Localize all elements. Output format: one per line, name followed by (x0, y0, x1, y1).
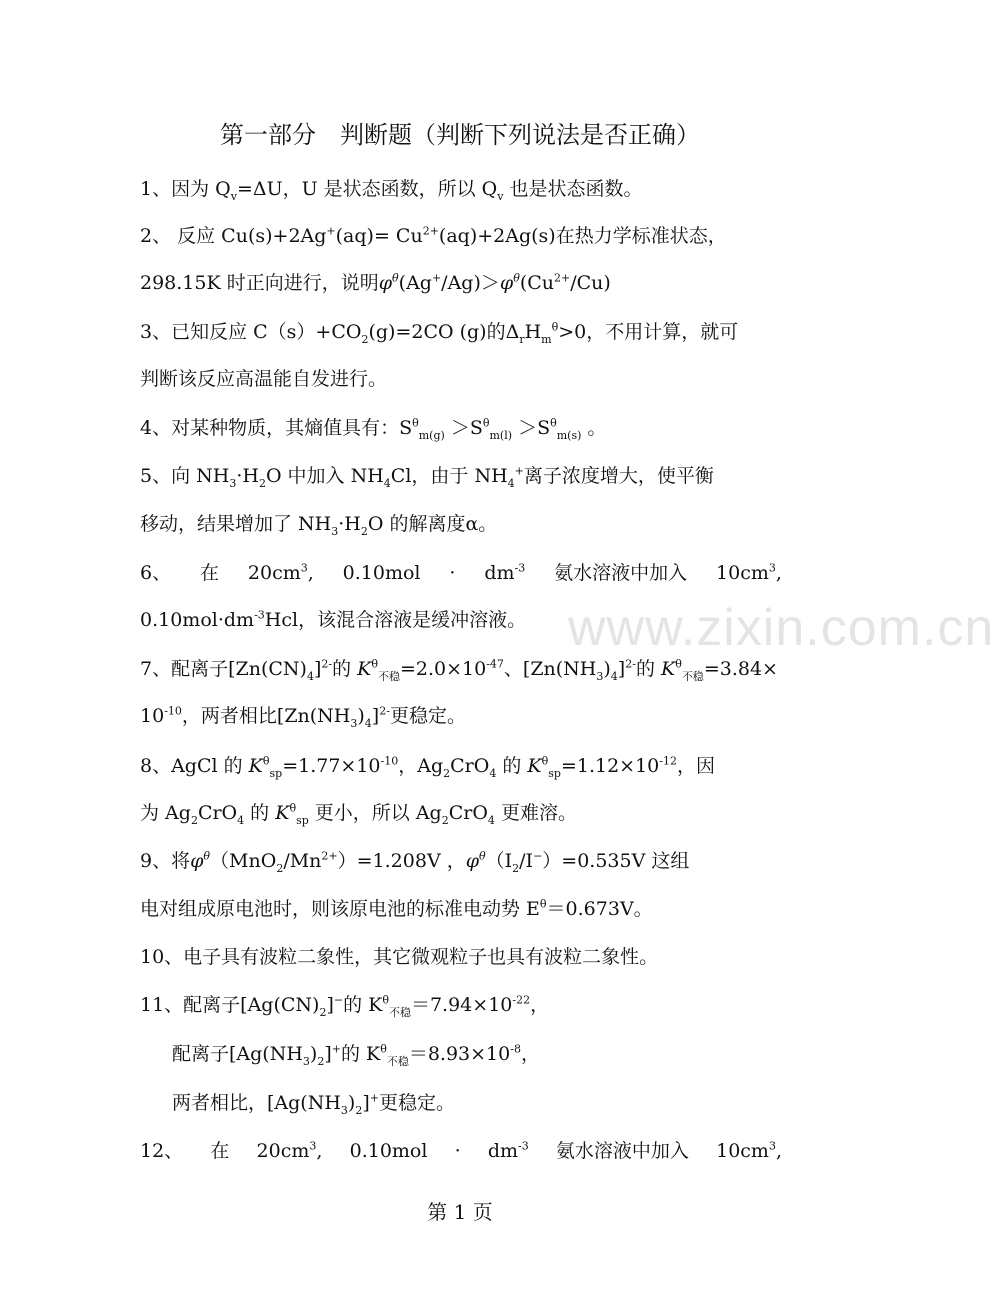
question-11-line-1: 11、配离子$[Ag(CN)_2]^-$的 $K^\theta_{不稳}=7.94\times 10^{-22}$， (140, 993, 550, 1019)
question-6-line-1: 6、 在 $20cm^3$, 0.10mol · $dm^{-3}$ 氨水溶液中加入 $10cm^3$, (140, 561, 782, 584)
question-7-line-1: 7、配离子$[Zn(CN)_4]^{2-}$的 $K^\theta_{不稳}=2.0\times 10^{-47}$、$[Zn(NH_3)_4]^{2-}$的 $K^\theta_{不稳}=3.84\times$ (140, 657, 778, 683)
question-1: 1、因为 $Q_v=\Delta U$，U 是状态函数，所以 $Q_v$ 也是状态函数。 (140, 178, 643, 203)
question-9-line-1: 9、将$\varphi^\theta(MnO_2/Mn^{2+})=1.208V$ ，$\varphi^\theta(I_2/I^-)=0.535V$ 这组 (140, 849, 690, 875)
question-8-line-2: 为 $Ag_2CrO_4$ 的 $K^\theta_{sp}$ 更小，所以 $Ag_2CrO_4$ 更难溶。 (140, 801, 577, 827)
question-8-line-1: 8、AgCl 的 $K^\theta_{sp}=1.77\times 10^{-10}$，$Ag_2CrO_4$ 的 $K^\theta_{sp}=1.12\times 10^{-12}$，因 (140, 754, 715, 780)
page-number: 第 1 页 (427, 1200, 493, 1224)
question-2-line-2: 298.15K 时正向进行，说明$\varphi^\theta(Ag^+/Ag)>\varphi^\theta(Cu^{2+}/Cu)$ (140, 271, 611, 294)
question-9-line-2: 电对组成原电池时，则该原电池的标准电动势 $E^\theta=0.673V$。 (140, 897, 653, 920)
question-6-line-2: $0.10mol\cdot dm^{-3}Hcl$，该混合溶液是缓冲溶液。 (140, 608, 527, 631)
question-12-line-1: 12、 在 $20cm^3$, 0.10mol · $dm^{-3}$ 氨水溶液中加入 $10cm^3$, (140, 1139, 782, 1162)
question-2-line-1: 2、 反应 $Cu(s)+2Ag^+(aq)= Cu^{2+}(aq)+2Ag(s)$在热力学标准状态， (140, 224, 727, 247)
question-10: 10、电子具有波粒二象性，其它微观粒子也具有波粒二象性。 (140, 946, 659, 968)
question-4: 4、对某种物质，其熵值具有：$S^\theta_{m(g)} >S^\theta_{m(l)} >S^\theta_{m(s)}$ 。 (140, 416, 607, 442)
question-11-line-2: 配离子$[Ag(NH_3)_2]^+$的 $K^\theta_{不稳}=8.93\times 10^{-8}$， (172, 1042, 540, 1068)
question-5-line-2: 移动，结果增加了 $NH_3\cdot H_2O$ 的解离度α。 (140, 513, 498, 538)
watermark: www.zixin.com.cn (568, 599, 994, 657)
question-11-line-3: 两者相比，$[Ag(NH_3)_2]^+$更稳定。 (172, 1091, 455, 1117)
question-5-line-1: 5、向 $NH_3\cdot H_2O$ 中加入 $NH_4Cl$，由于 $NH_4^+$离子浓度增大，使平衡 (140, 464, 714, 490)
section-title: 第一部分 判断题（判断下列说法是否正确） (220, 121, 700, 149)
question-3-line-2: 判断该反应高温能自发进行。 (140, 368, 388, 390)
question-3-line-1: 3、已知反应 $C(s)+CO_2(g)=2CO$ (g)的$\Delta_rH_m^\theta>0$，不用计算，就可 (140, 320, 739, 346)
question-7-line-2: $10^{-10}$，两者相比$[Zn(NH_3)_4]^{2-}$更稳定。 (140, 704, 466, 730)
